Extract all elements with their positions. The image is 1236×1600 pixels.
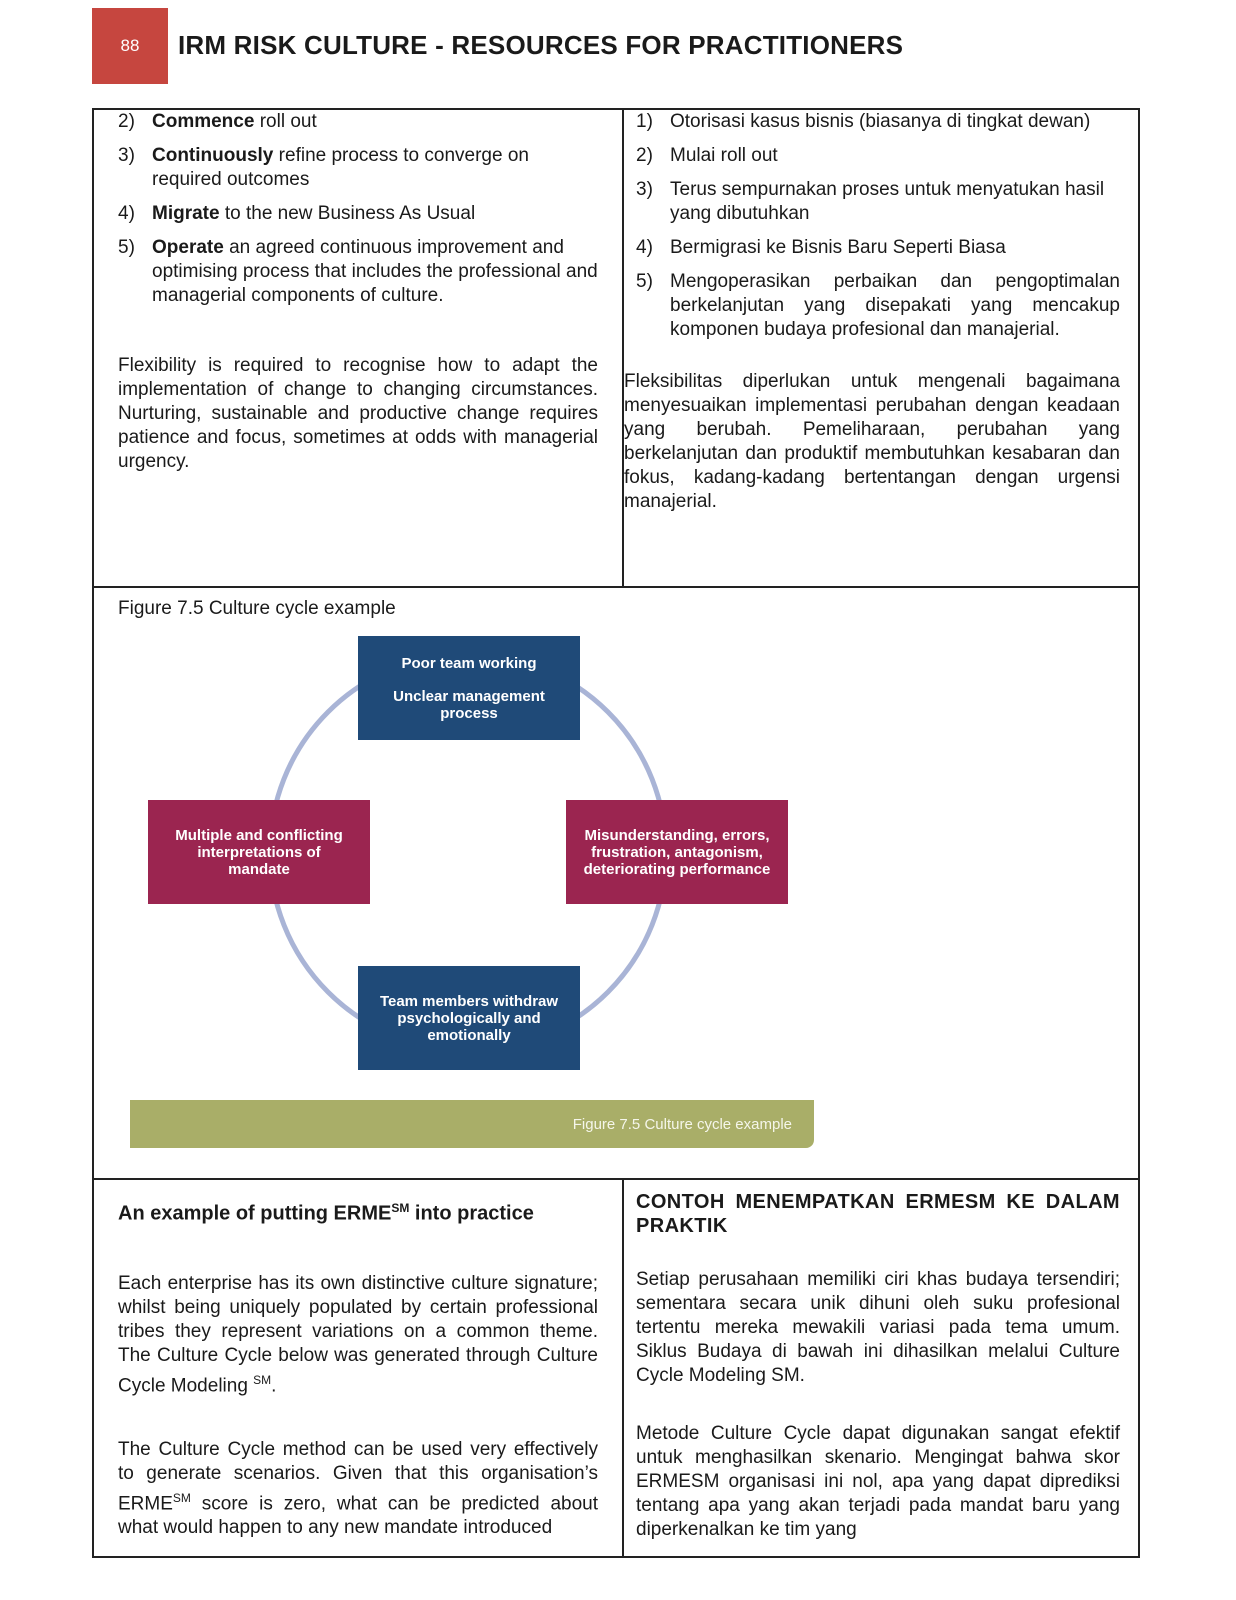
indonesian-section-heading: CONTOH MENEMPATKAN ERMESM KE DALAM PRAKTIK: [636, 1191, 1120, 1237]
english-section-heading: An example of putting ERME℠ into practice: [118, 1201, 534, 1225]
english-paragraph: The Culture Cycle method can be used very effectively to generate scenarios. Given that this organisation’s ERME℠ score is zero, what can be predicted about what would happen to any new mandate introduced: [118, 1438, 598, 1539]
page-number-badge: [92, 8, 168, 84]
column-divider: [622, 1180, 624, 1556]
english-paragraph: Flexibility is required to recognise how to adapt the implementation of change to changing circumstances. Nurturing, sustainable and productive change requires patience and focus, sometimes at odds with managerial urgency.: [118, 355, 598, 472]
cycle-box-top: Poor team working Unclear management process: [358, 636, 580, 740]
indonesian-paragraph: Setiap perusahaan memiliki ciri khas budaya tersendiri; sementara secara unik dihuni oleh suku profesional tertentu mereka mewakili variasi pada tema umum. Siklus Budaya di bawah ini dihasilkan melalui Culture Cycle Modeling SM.: [636, 1269, 1120, 1386]
indonesian-erme-column: [636, 1180, 1120, 1561]
list-item: 3) Continuously refine process to converge on required outcomes: [118, 145, 529, 190]
steps-table-row: [92, 108, 1140, 588]
indonesian-paragraph: Metode Culture Cycle dapat digunakan sangat efektif untuk menghasilkan skenario. Mengingat bahwa skor ERMESM organisasi ini nol, apa yang dapat diprediksi tentang apa yang akan terjadi pada mandat baru yang diperkenalkan ke tim yang: [636, 1423, 1120, 1540]
figure-caption: Figure 7.5 Culture cycle example: [118, 598, 396, 619]
list-item: 2) Mulai roll out: [636, 145, 778, 166]
list-item: 4) Bermigrasi ke Bisnis Baru Seperti Biasa: [636, 237, 1006, 258]
figure-panel: [92, 586, 1140, 1180]
english-steps-list: [118, 110, 598, 308]
erme-table-row: [92, 1178, 1140, 1558]
english-erme-column: [118, 1180, 598, 1559]
cycle-box-right: Misunderstanding, errors, frustration, antagonism, deteriorating performance: [566, 800, 788, 904]
indonesian-steps-list: [636, 110, 1120, 342]
english-paragraph: Each enterprise has its own distinctive culture signature; whilst being uniquely populated by certain professional tribes they represent variations on a common theme. The Culture Cycle below was generated through Culture Cycle Modeling ℠.: [118, 1272, 598, 1396]
column-divider: [622, 110, 624, 586]
list-item: 5) Mengoperasikan perbaikan dan pengoptimalan berkelanjutan yang disepakati yang mencakup komponen budaya profesional dan manajerial.: [636, 271, 1120, 340]
page-number: 88: [120, 36, 140, 55]
list-item: 3) Terus sempurnakan proses untuk menyatukan hasil yang dibutuhkan: [636, 179, 1105, 224]
indonesian-paragraph: Fleksibilitas diperlukan untuk mengenali bagaimana menyesuaikan implementasi perubahan dengan keadaan yang berubah. Pemeliharaan, perubahan yang berkelanjutan dan produktif membutuhkan kesabaran dan fokus, kadang-kadang bertentangan dengan urgensi manajerial.: [624, 371, 1120, 512]
list-item: 2) Commence roll out: [118, 111, 317, 132]
list-item: 4) Migrate to the new Business As Usual: [118, 203, 476, 224]
indonesian-steps-column: [624, 110, 1120, 533]
english-steps-column: [118, 110, 598, 493]
list-item: 1) Otorisasi kasus bisnis (biasanya di tingkat dewan): [636, 111, 1091, 132]
cycle-box-bottom: Team members withdraw psychologically and emotionally: [358, 966, 580, 1070]
figure-banner: Figure 7.5 Culture cycle example: [130, 1100, 814, 1148]
cycle-box-left: Multiple and conflicting interpretations of mandate: [148, 800, 370, 904]
page-title: IRM RISK CULTURE - RESOURCES FOR PRACTITIONERS: [178, 30, 904, 60]
list-item: 5) Operate an agreed continuous improvement and optimising process that includes the professional and managerial components of culture.: [118, 237, 598, 306]
